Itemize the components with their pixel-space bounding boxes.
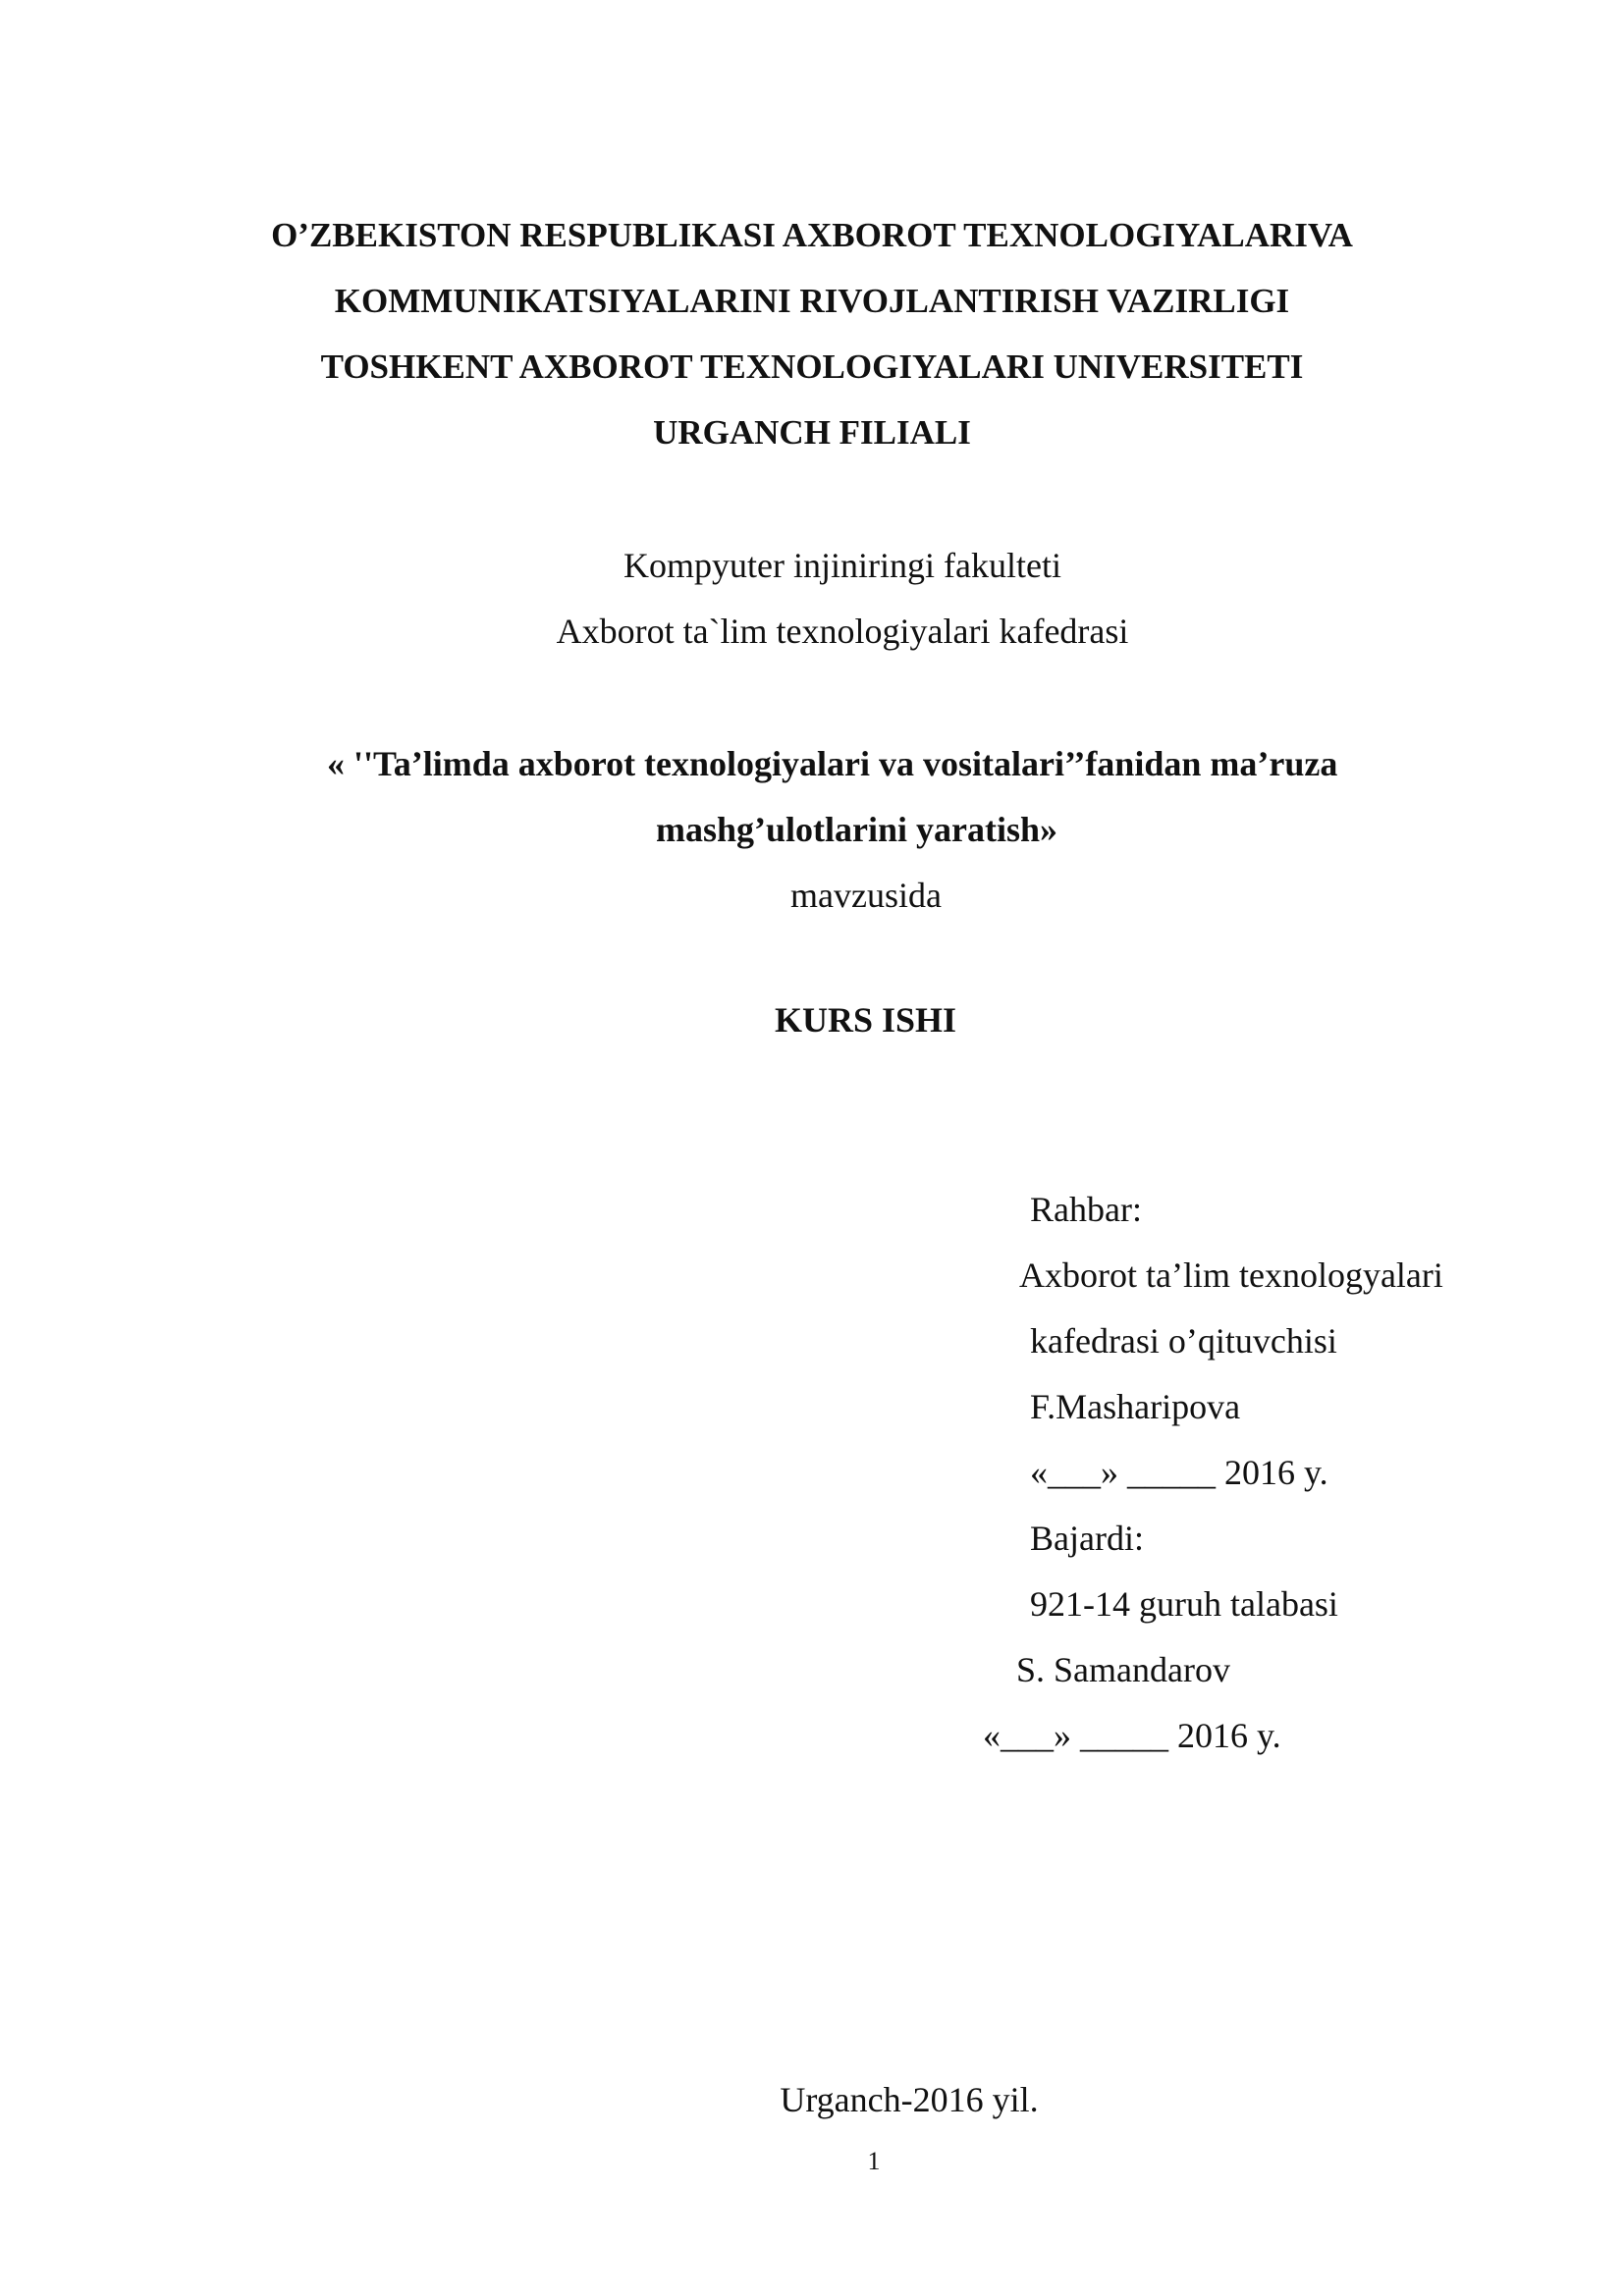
supervisor-name: F.Masharipova xyxy=(1030,1387,1241,1426)
work-type-title: KURS ISHI xyxy=(775,1000,957,1040)
ministry-header-line-2: KOMMUNIKATSIYALARINI RIVOJLANTIRISH VAZIRLIGI xyxy=(334,282,1290,320)
topic-line-2: mashg’ulotlarini yaratish» xyxy=(656,810,1058,849)
topic-suffix: mavzusida xyxy=(790,876,942,915)
student-label: Bajardi: xyxy=(1030,1519,1144,1558)
branch-name: URGANCH FILIALI xyxy=(653,413,971,452)
student-name: S. Samandarov xyxy=(1016,1650,1230,1689)
department-name: Axborot ta`lim texnologiyalari kafedrasi xyxy=(556,612,1129,651)
supervisor-date: «___» _____ 2016 y. xyxy=(1030,1453,1328,1492)
supervisor-position-line-1: Axborot ta’lim texnologyalari xyxy=(1019,1255,1443,1295)
topic-line-1: « ''Ta’limda axborot texnologiyalari va vositalari’’fanidan ma’ruza xyxy=(327,744,1338,783)
supervisor-position-line-2: kafedrasi o’qituvchisi xyxy=(1030,1321,1337,1361)
student-date: «___» _____ 2016 y. xyxy=(983,1716,1281,1755)
page-number: 1 xyxy=(867,2147,881,2175)
faculty-name: Kompyuter injiniringi fakulteti xyxy=(623,546,1061,585)
student-group: 921-14 guruh talabasi xyxy=(1030,1584,1338,1624)
ministry-header-line-1: O’ZBEKISTON RESPUBLIKASI AXBOROT TEXNOLOGIYALARIVA xyxy=(271,216,1353,254)
place-and-year: Urganch-2016 yil. xyxy=(780,2080,1039,2119)
supervisor-label: Rahbar: xyxy=(1030,1190,1142,1229)
university-name: TOSHKENT AXBOROT TEXNOLOGIYALARI UNIVERSITETI xyxy=(320,347,1304,386)
